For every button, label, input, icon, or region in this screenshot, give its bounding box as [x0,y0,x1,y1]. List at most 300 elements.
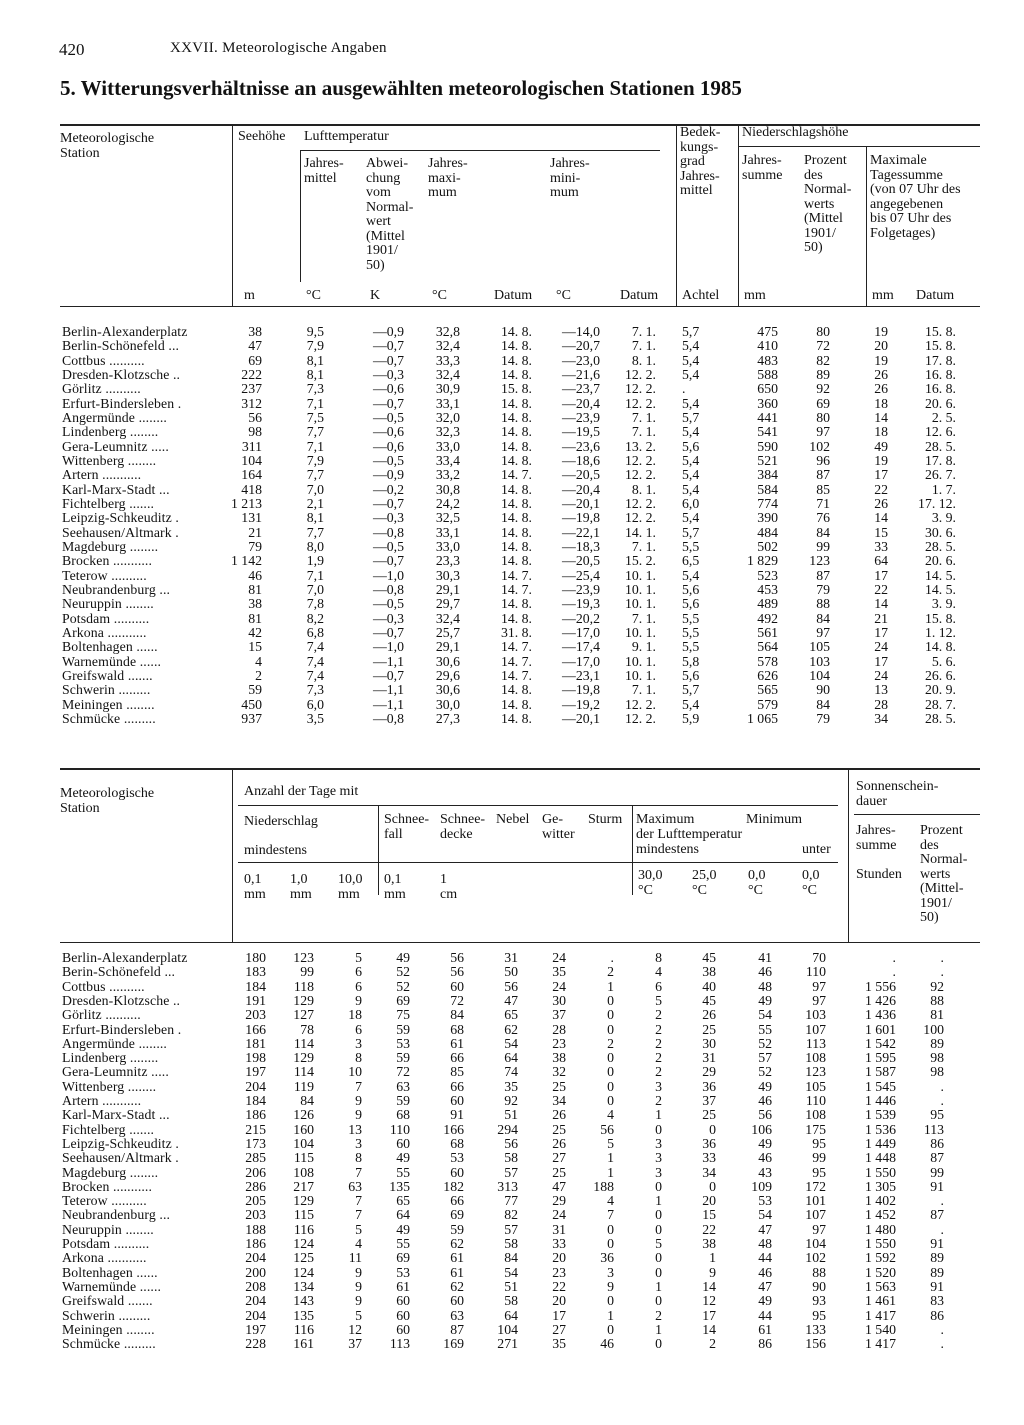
cell-max-25: 14 [702,1321,716,1337]
cell-max-tagessumme: 17 [874,653,888,669]
cell-gewitter: 31 [552,1221,566,1237]
station-name: Schmücke ......... [62,710,156,726]
cell-max-tagessumme: 64 [874,553,888,569]
cell-jahressumme: 626 [757,667,778,683]
cell-abweichung: —0,7 [372,667,404,683]
station-name: Teterow .......... [62,1193,147,1209]
cell-bedeckungsgrad: 5,4 [682,366,700,382]
cell-nebel: 82 [504,1207,518,1223]
cell-min-0: 175 [805,1121,826,1137]
table-row [0,468,1024,482]
table-2-rule-mindestens [238,862,838,863]
table-1-rule-lufttemperatur [300,150,660,151]
cell-prozent: 92 [816,381,830,397]
table-row [0,1294,1024,1308]
cell-sonnenschein-prozent: 89 [930,1250,944,1266]
cell-sturm: 56 [600,1121,614,1137]
table-row [0,1237,1024,1251]
cell-abweichung: —0,8 [372,581,404,597]
cell-niederschlag-1-0: 99 [300,964,314,980]
cell-max-25: 38 [702,964,716,980]
cell-min-datum: 7. 1. [631,424,656,440]
cell-niederschlag-0-1: 166 [245,1021,266,1037]
cell-tagessumme-datum: 14. 5. [924,567,956,583]
cell-nebel: 51 [504,1278,518,1294]
cell-niederschlag-0-1: 285 [245,1150,266,1166]
cell-sonnenschein-prozent: 91 [930,1236,944,1251]
cell-max-30: 5 [655,992,662,1008]
cell-schneefall: 60 [396,1321,410,1337]
table-row [0,1137,1024,1151]
cell-max-0: 41 [758,950,772,965]
cell-max-25: 22 [702,1221,716,1237]
cell-nebel: 64 [504,1307,518,1323]
cell-max-30: 2 [655,1093,662,1108]
cell-niederschlag-1-0: 115 [293,1150,314,1166]
cell-schneefall: 60 [396,1135,410,1151]
table-2-rule-anzahl [238,805,838,806]
cell-max-datum: 14. 7. [500,667,532,683]
cell-max-datum: 14. 8. [500,452,532,468]
header-jahresmaximum: Jahres- maxi- mum [428,156,468,200]
table-2-body-rule [60,942,980,943]
cell-max-30: 6 [655,978,662,994]
cell-jahressumme: 579 [757,696,778,712]
cell-sturm: 0 [607,992,614,1008]
cell-niederschlag-10-0: 9 [355,992,362,1008]
cell-min-0: 102 [805,1250,826,1266]
cell-niederschlag-10-0: 3 [355,1135,362,1151]
cell-min-0: 110 [805,964,826,980]
header-max-tagessumme: Maximale Tagessumme (von 07 Uhr des angegebenen bis 07 Uhr des Folgetages) [870,153,961,241]
cell-niederschlag-10-0: 4 [355,1236,362,1251]
table-row [0,569,1024,583]
cell-niederschlag-0-1: 206 [245,1164,266,1180]
station-name: Artern ........... [62,1093,142,1108]
table-row [0,382,1024,396]
station-name: Schwerin ......... [62,1307,151,1323]
cell-jahresminimum: —18,6 [562,452,600,468]
header-schneefall: Schnee- fall [384,812,430,842]
station-name: Leipzig-Schkeuditz . [62,510,179,526]
cell-bedeckungsgrad: 5,4 [682,352,700,368]
station-name: Teterow .......... [62,567,147,583]
cell-schneedecke: 68 [450,1021,464,1037]
cell-prozent: 80 [816,324,830,339]
unit-k: K [370,288,381,303]
cell-max-30: 2 [655,1007,662,1023]
cell-seehoehe: 418 [241,481,262,497]
table-row [0,397,1024,411]
cell-max-25: 26 [702,1007,716,1023]
cell-jahressumme: 588 [757,366,778,382]
station-name: Berlin-Alexanderplatz [62,950,188,965]
cell-max-25: 2 [709,1336,716,1352]
cell-jahressumme: 502 [757,538,778,554]
cell-jahresminimum: —17,0 [562,653,600,669]
station-name: Brocken ........... [62,553,153,569]
cell-jahressumme: 453 [757,581,778,597]
cell-schneedecke: 72 [450,992,464,1008]
cell-tagessumme-datum: 1. 12. [924,624,956,640]
cell-jahresminimum: —19,5 [562,424,600,440]
cell-jahresmittel: 3,5 [306,710,324,726]
station-name: Neubrandenburg ... [62,581,171,597]
cell-sonnenschein-prozent: . [940,1221,944,1237]
cell-min-0: 108 [805,1050,826,1066]
cell-prozent: 72 [816,338,830,354]
cell-schneefall: 75 [396,1007,410,1023]
cell-nebel: 31 [504,950,518,965]
cell-sonnenschein-summe: 1 305 [864,1178,896,1194]
cell-niederschlag-0-1: 204 [245,1078,266,1094]
cell-max-25: 38 [702,1236,716,1251]
cell-sturm: 0 [607,1064,614,1080]
cell-jahresmaximum: 23,3 [435,553,460,569]
cell-nebel: 77 [504,1193,518,1209]
cell-niederschlag-1-0: 116 [293,1321,314,1337]
header-prozent: Prozent des Normal- werts (Mittel- 1901/ 50) [920,823,968,925]
cell-max-30: 0 [655,1121,662,1137]
cell-gewitter: 17 [552,1307,566,1323]
cell-max-30: 1 [655,1193,662,1209]
table-row [0,1151,1024,1165]
cell-max-25: 45 [702,950,716,965]
header-sturm: Sturm [588,812,623,827]
cell-seehoehe: 47 [248,338,262,354]
cell-schneedecke: 61 [450,1035,464,1051]
cell-nebel: 65 [504,1007,518,1023]
cell-abweichung: —0,3 [372,610,404,626]
cell-bedeckungsgrad: 5,4 [682,510,700,526]
station-name: Berin-Schönefeld ... [62,964,176,980]
station-name: Cottbus .......... [62,352,145,368]
cell-prozent: 87 [816,467,830,483]
cell-max-tagessumme: 14 [874,596,888,612]
table-row [0,1008,1024,1022]
cell-max-0: 49 [758,1078,772,1094]
cell-schneedecke: 60 [450,1293,464,1309]
table-row [0,511,1024,525]
cell-tagessumme-datum: 3. 9. [931,596,956,612]
cell-abweichung: —0,5 [372,452,404,468]
station-name: Potsdam .......... [62,610,150,626]
cell-jahressumme: 484 [757,524,778,540]
cell-bedeckungsgrad: 5,4 [682,452,700,468]
table-row [0,1094,1024,1108]
cell-min-0: 110 [805,1093,826,1108]
section-title: 5. Witterungsverhältnisse an ausgewählten meteorologischen Stationen 1985 [60,76,742,100]
cell-niederschlag-10-0: 9 [355,1293,362,1309]
cell-jahresmaximum: 33,0 [435,538,460,554]
cell-max-30: 0 [655,1336,662,1352]
cell-tagessumme-datum: 16. 8. [924,366,956,382]
cell-tagessumme-datum: 5. 6. [931,653,956,669]
cell-max-datum: 14. 7. [500,639,532,655]
cell-bedeckungsgrad: 5,5 [682,639,700,655]
cell-nebel: 56 [504,978,518,994]
header-station: Meteorologische Station [60,786,155,816]
cell-bedeckungsgrad: 5,8 [682,653,700,669]
table-row [0,980,1024,994]
cell-gewitter: 23 [552,1264,566,1280]
cell-tagessumme-datum: 2. 5. [931,409,956,425]
cell-schneedecke: 60 [450,1093,464,1108]
cell-sonnenschein-summe: 1 595 [864,1050,896,1066]
cell-sonnenschein-prozent: 91 [930,1178,944,1194]
station-name: Boltenhagen ...... [62,1264,158,1280]
cell-gewitter: 27 [552,1321,566,1337]
cell-max-tagessumme: 24 [874,639,888,655]
cell-nebel: 58 [504,1236,518,1251]
station-name: Görlitz .......... [62,1007,141,1023]
cell-schneedecke: 66 [450,1050,464,1066]
station-name: Greifswald ....... [62,667,153,683]
table-2-divider [232,768,233,942]
cell-min-datum: 12. 2. [624,395,656,411]
cell-jahresmaximum: 32,5 [435,510,460,526]
cell-schneefall: 69 [396,1250,410,1266]
cell-max-30: 0 [655,1293,662,1309]
cell-gewitter: 26 [552,1135,566,1151]
cell-niederschlag-10-0: 7 [355,1078,362,1094]
cell-seehoehe: 98 [248,424,262,440]
cell-jahresmaximum: 32,8 [435,324,460,339]
cell-max-30: 1 [655,1321,662,1337]
cell-jahresmittel: 7,0 [306,481,324,497]
cell-niederschlag-0-1: 203 [245,1007,266,1023]
cell-min-0: 97 [812,992,826,1008]
table-row [0,454,1024,468]
cell-sonnenschein-summe: 1 550 [864,1236,896,1251]
unit-m: m [244,288,255,303]
cell-jahresmaximum: 30,6 [435,682,460,698]
header-maximum: Maximum [636,812,695,827]
header-jahressumme: Jahres- summe [856,823,897,853]
cell-schneedecke: 61 [450,1250,464,1266]
cell-niederschlag-0-1: 184 [245,978,266,994]
cell-min-0: 105 [805,1078,826,1094]
station-name: Lindenberg ........ [62,1050,159,1066]
cell-schneefall: 68 [396,1107,410,1123]
cell-prozent: 84 [816,696,830,712]
cell-niederschlag-0-1: 286 [245,1178,266,1194]
cell-bedeckungsgrad: 6,0 [682,495,700,511]
cell-bedeckungsgrad: 5,6 [682,438,700,454]
cell-min-datum: 8. 1. [631,481,656,497]
cell-jahresmaximum: 29,7 [435,596,460,612]
station-name: Erfurt-Bindersleben . [62,395,182,411]
cell-niederschlag-1-0: 124 [293,1264,314,1280]
cell-jahresminimum: —23,6 [562,438,600,454]
unit-c: °C [432,288,447,303]
cell-niederschlag-1-0: 104 [293,1135,314,1151]
cell-seehoehe: 311 [241,438,262,454]
cell-schneedecke: 59 [450,1221,464,1237]
cell-max-datum: 14. 8. [500,710,532,726]
cell-max-tagessumme: 24 [874,667,888,683]
cell-max-tagessumme: 26 [874,366,888,382]
cell-jahresminimum: —19,8 [562,510,600,526]
table-row [0,1323,1024,1337]
cell-min-0: 99 [812,1150,826,1166]
table-row [0,612,1024,626]
table-1-divider [738,124,739,306]
cell-jahresmaximum: 33,2 [435,467,460,483]
cell-max-25: 17 [702,1307,716,1323]
cell-max-tagessumme: 19 [874,352,888,368]
cell-seehoehe: 42 [248,624,262,640]
cell-jahresmaximum: 32,0 [435,409,460,425]
cell-schneedecke: 60 [450,978,464,994]
cell-min-0: 107 [805,1207,826,1223]
cell-jahressumme: 475 [757,324,778,339]
table-row [0,526,1024,540]
cell-sonnenschein-prozent: . [940,1093,944,1108]
cell-jahresmittel: 7,3 [306,381,324,397]
unit-25-c: 25,0 °C [692,868,717,898]
cell-sturm: 36 [600,1250,614,1266]
cell-abweichung: —0,7 [372,553,404,569]
cell-min-0: 90 [812,1278,826,1294]
cell-schneefall: 60 [396,1293,410,1309]
cell-seehoehe: 104 [241,452,262,468]
cell-max-tagessumme: 22 [874,481,888,497]
cell-nebel: 50 [504,964,518,980]
header-seehoehe: Seehöhe [238,129,286,144]
cell-jahresmaximum: 25,7 [435,624,460,640]
cell-nebel: 54 [504,1264,518,1280]
cell-max-30: 0 [655,1207,662,1223]
cell-jahresmaximum: 29,1 [435,581,460,597]
cell-niederschlag-1-0: 115 [293,1207,314,1223]
table-row [0,1123,1024,1137]
cell-max-tagessumme: 19 [874,452,888,468]
cell-sonnenschein-summe: . [892,950,896,965]
cell-nebel: 57 [504,1164,518,1180]
cell-abweichung: —0,8 [372,710,404,726]
table-2-rule-sonnenschein [854,814,980,815]
cell-sonnenschein-summe: 1 417 [864,1336,896,1352]
cell-sonnenschein-prozent: 81 [930,1007,944,1023]
header-nebel: Nebel [496,812,530,827]
cell-abweichung: —0,5 [372,596,404,612]
header-jahresmittel: Jahres- mittel [304,156,344,186]
header-schneedecke: Schnee- decke [440,812,486,842]
station-name: Neuruppin ........ [62,596,154,612]
station-name: Meiningen ........ [62,696,155,712]
cell-sonnenschein-summe: 1 461 [864,1293,896,1309]
cell-sonnenschein-summe: 1 402 [864,1193,896,1209]
cell-jahresminimum: —20,7 [562,338,600,354]
cell-max-25: 12 [702,1293,716,1309]
cell-max-25: 25 [702,1021,716,1037]
cell-tagessumme-datum: 17. 8. [924,452,956,468]
cell-max-0: 46 [758,964,772,980]
cell-max-tagessumme: 17 [874,624,888,640]
cell-min-datum: 12. 2. [624,467,656,483]
station-name: Neuruppin ........ [62,1221,154,1237]
cell-schneefall: 49 [396,1150,410,1166]
cell-jahressumme: 523 [757,567,778,583]
cell-abweichung: —1,0 [372,639,404,655]
cell-abweichung: —0,5 [372,409,404,425]
cell-sturm: 0 [607,1236,614,1251]
cell-sonnenschein-summe: . [892,964,896,980]
cell-niederschlag-1-0: 108 [293,1164,314,1180]
cell-nebel: 58 [504,1150,518,1166]
station-name: Neubrandenburg ... [62,1207,171,1223]
cell-abweichung: —1,0 [372,567,404,583]
cell-schneefall: 64 [396,1207,410,1223]
cell-abweichung: —1,1 [372,682,404,698]
cell-sonnenschein-prozent: 86 [930,1307,944,1323]
cell-jahresminimum: —20,1 [562,710,600,726]
cell-nebel: 92 [504,1093,518,1108]
cell-jahresminimum: —20,5 [562,553,600,569]
cell-tagessumme-datum: 28. 7. [924,696,956,712]
cell-niederschlag-10-0: 5 [355,950,362,965]
cell-gewitter: 29 [552,1193,566,1209]
unit-datum: Datum [620,288,659,303]
header-abweichung: Abwei- chung vom Normal- wert (Mittel 1901/ 50) [366,156,414,273]
cell-max-0: 56 [758,1107,772,1123]
cell-min-datum: 10. 1. [624,596,656,612]
cell-prozent: 104 [809,667,830,683]
cell-gewitter: 25 [552,1078,566,1094]
cell-schneefall: 59 [396,1021,410,1037]
cell-tagessumme-datum: 20. 6. [924,395,956,411]
cell-prozent: 89 [816,366,830,382]
cell-niederschlag-0-1: 203 [245,1207,266,1223]
table-1-divider [676,124,677,306]
cell-niederschlag-0-1: 186 [245,1236,266,1251]
cell-seehoehe: 15 [248,639,262,655]
station-name: Arkona ........... [62,1250,147,1266]
cell-max-datum: 14. 8. [500,610,532,626]
table-row [0,1280,1024,1294]
cell-tagessumme-datum: 20. 9. [924,682,956,698]
cell-bedeckungsgrad: 5,6 [682,667,700,683]
cell-seehoehe: 69 [248,352,262,368]
cell-jahresmittel: 7,1 [306,395,324,411]
table-row [0,1166,1024,1180]
cell-max-30: 8 [655,950,662,965]
cell-niederschlag-10-0: 6 [355,1021,362,1037]
cell-min-datum: 10. 1. [624,624,656,640]
table-row [0,1108,1024,1122]
cell-niederschlag-10-0: 9 [355,1278,362,1294]
cell-niederschlag-1-0: 119 [293,1078,314,1094]
cell-sonnenschein-summe: 1 539 [864,1107,896,1123]
cell-bedeckungsgrad: 5,4 [682,467,700,483]
cell-max-datum: 14. 7. [500,567,532,583]
cell-tagessumme-datum: 26. 7. [924,467,956,483]
cell-min-0: 133 [805,1321,826,1337]
cell-sonnenschein-prozent: . [940,1078,944,1094]
cell-niederschlag-1-0: 84 [300,1093,314,1108]
cell-seehoehe: 222 [241,366,262,382]
cell-max-25: 0 [709,1121,716,1137]
cell-max-30: 3 [655,1150,662,1166]
station-name: Berlin-Schönefeld ... [62,338,180,354]
cell-niederschlag-0-1: 198 [245,1050,266,1066]
cell-sonnenschein-prozent: . [940,1321,944,1337]
cell-sturm: 1 [607,1164,614,1180]
table-2-top-rule [60,768,980,770]
cell-jahresmaximum: 32,4 [435,338,460,354]
station-name: Angermünde ........ [62,409,167,425]
